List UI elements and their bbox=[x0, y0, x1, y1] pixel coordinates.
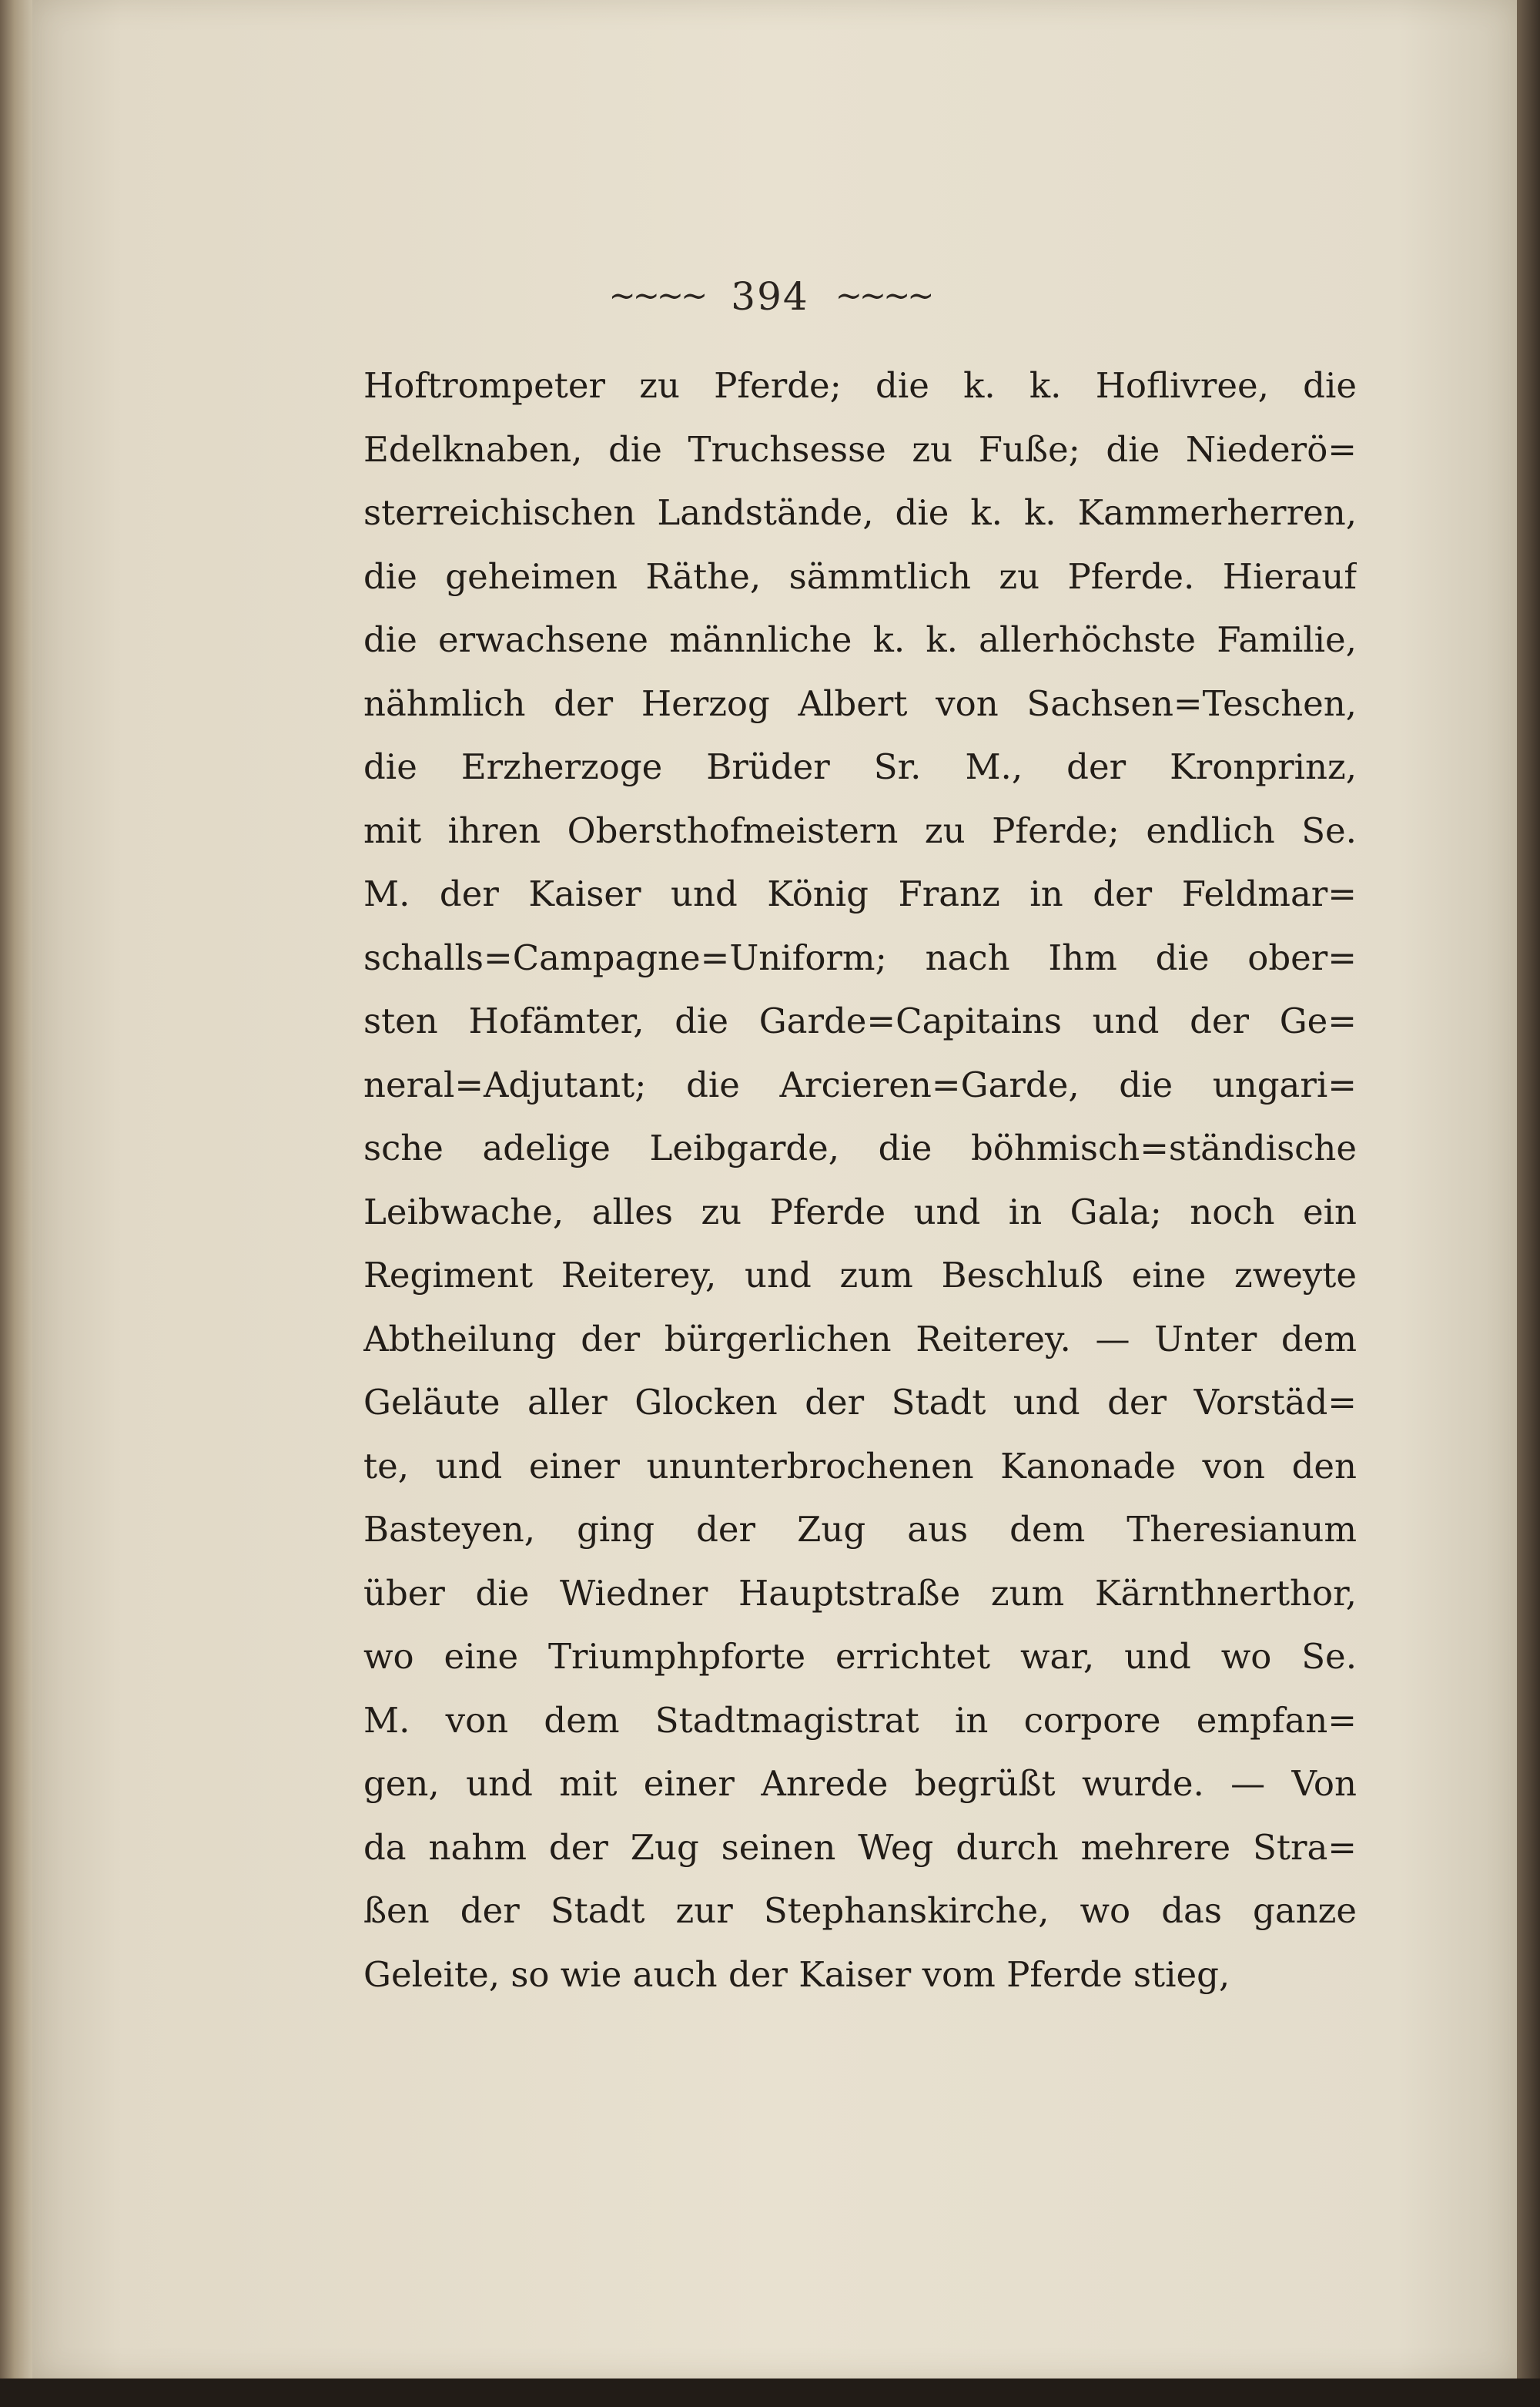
text-line: M. der Kaiser und König Franz in der Feldmar= bbox=[363, 873, 1357, 914]
text-line: ßen der Stadt zur Stephanskirche, wo das ganze bbox=[363, 1890, 1357, 1931]
text-line: Geleite, so wie auch der Kaiser vom Pferde stieg, bbox=[363, 1953, 1230, 1995]
text-line: über die Wiedner Hauptstraße zum Kärnthnerthor, bbox=[363, 1572, 1357, 1614]
text-line: schalls=Campagne=Uniform; nach Ihm die ober= bbox=[363, 937, 1357, 978]
text-line: Regiment Reiterey, und zum Beschluß eine zweyte bbox=[363, 1255, 1357, 1296]
text-line: wo eine Triumphpforte errichtet war, und wo Se. bbox=[363, 1636, 1357, 1677]
text-line: da nahm der Zug seinen Weg durch mehrere Stra= bbox=[363, 1826, 1357, 1868]
text-line: die erwachsene männliche k. k. allerhöchste Familie, bbox=[363, 619, 1357, 660]
text-line: te, und einer ununterbrochenen Kanonade von den bbox=[363, 1445, 1357, 1487]
page-bottom-edge bbox=[0, 2379, 1540, 2407]
text-line: Leibwache, alles zu Pferde und in Gala; noch ein bbox=[363, 1191, 1357, 1232]
text-line: sche adelige Leibgarde, die böhmisch=ständische bbox=[363, 1128, 1357, 1168]
text-line: Hoftrompeter zu Pferde; die k. k. Hoflivree, die bbox=[363, 365, 1357, 406]
text-line: M. von dem Stadtmagistrat in corpore empfan= bbox=[363, 1699, 1357, 1741]
page-header bbox=[0, 274, 1540, 319]
text-line: Geläute aller Glocken der Stadt und der Vorstäd= bbox=[363, 1382, 1357, 1423]
text-line: die Erzherzoge Brüder Sr. M., der Kronprinz, bbox=[363, 746, 1357, 787]
text-line: Edelknaben, die Truchsesse zu Fuße; die Niederö= bbox=[363, 428, 1357, 470]
header-ornament-left: ~~~~ bbox=[608, 277, 705, 314]
text-line: nähmlich der Herzog Albert von Sachsen=Teschen, bbox=[363, 682, 1357, 724]
text-line: die geheimen Räthe, sämmtlich zu Pferde. Hierauf bbox=[363, 555, 1357, 597]
book-spine-edge bbox=[0, 0, 32, 2407]
text-line: sterreichischen Landstände, die k. k. Kammerherren, bbox=[363, 492, 1357, 533]
page-number: 394 bbox=[731, 274, 809, 319]
text-line: Abtheilung der bürgerlichen Reiterey. — Unter dem bbox=[363, 1318, 1357, 1359]
header-ornament-right: ~~~~ bbox=[835, 277, 932, 314]
text-line: neral=Adjutant; die Arcieren=Garde, die ungari= bbox=[363, 1064, 1357, 1105]
text-line: sten Hofämter, die Garde=Capitains und der Ge= bbox=[363, 1001, 1357, 1041]
text-line: gen, und mit einer Anrede begrüßt wurde. — Von bbox=[363, 1763, 1357, 1804]
page-right-edge bbox=[1517, 0, 1540, 2407]
text-line: mit ihren Obersthofmeistern zu Pferde; endlich Se. bbox=[363, 810, 1357, 851]
text-line: Basteyen, ging der Zug aus dem Theresianum bbox=[363, 1509, 1357, 1550]
body-text bbox=[363, 354, 1357, 2006]
